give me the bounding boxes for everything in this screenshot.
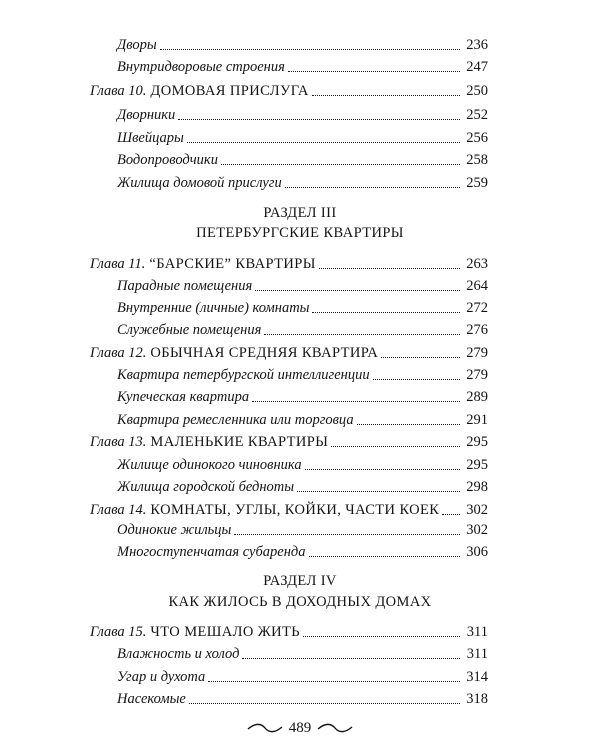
toc-entry-page: 302 (466, 522, 488, 538)
toc-entry-page: 306 (466, 544, 488, 560)
toc-entry[interactable] (0, 364, 600, 386)
page-number-footer (0, 717, 600, 739)
tilde-ornament-left-icon (247, 723, 283, 733)
toc-entry-title: Швейцары (117, 130, 184, 146)
toc-entry-title: Водопроводчики (117, 152, 218, 168)
toc-entry-title: Жилище одинокого чиновника (117, 457, 302, 473)
toc-entry[interactable] (0, 275, 600, 297)
chapter-title: МАЛЕНЬКИЕ КВАРТИРЫ (150, 434, 329, 450)
chapter-title: КОМНАТЫ, УГЛЫ, КОЙКИ, ЧАСТИ КОЕК (150, 502, 440, 518)
toc-entry[interactable] (0, 104, 600, 126)
toc-entry-title: Угар и духота (117, 669, 206, 685)
dot-leader (312, 94, 460, 96)
section-label: РАЗДЕЛ III (263, 205, 337, 221)
dot-leader (264, 333, 460, 335)
toc-entry[interactable] (0, 409, 600, 431)
chapter-title: “БАРСКИЕ” КВАРТИРЫ (149, 256, 316, 272)
dot-leader (255, 289, 460, 291)
toc-entry[interactable] (0, 643, 600, 665)
dot-leader (208, 680, 460, 682)
toc-entry-page: 236 (466, 37, 488, 53)
toc-entry-page: 295 (466, 434, 488, 450)
toc-entry-page: 311 (466, 646, 488, 662)
dot-leader (234, 533, 460, 535)
chapter-number: Глава 15. (90, 624, 147, 640)
toc-entry-title: Парадные помещения (117, 278, 253, 294)
dot-leader (297, 490, 460, 492)
toc-entry-page: 311 (466, 624, 488, 640)
toc-entry-page: 247 (466, 59, 488, 75)
toc-entry-title: Жилища домовой прислуги (117, 175, 282, 191)
dot-leader (331, 445, 460, 447)
toc-entry-page: 279 (466, 345, 488, 361)
dot-leader (305, 468, 460, 470)
chapter-number: Глава 10. (90, 83, 147, 99)
toc-entry-page: 302 (466, 502, 488, 518)
toc-chapter-entry[interactable] (0, 80, 600, 102)
chapter-number: Глава 11. (90, 256, 146, 272)
toc-entry-page: 250 (466, 83, 488, 99)
tilde-ornament-right-icon (317, 723, 353, 733)
toc-chapter-entry[interactable] (0, 342, 600, 364)
toc-entry-title: Квартира ремесленника или торговца (117, 412, 354, 428)
toc-entry[interactable] (0, 149, 600, 171)
chapter-title: ОБЫЧНАЯ СРЕДНЯЯ КВАРТИРА (150, 345, 379, 361)
toc-entry-page: 314 (466, 669, 488, 685)
dot-leader (319, 267, 460, 269)
toc-entry-page: 252 (466, 107, 488, 123)
toc-entry[interactable] (0, 454, 600, 476)
toc-entry[interactable] (0, 56, 600, 78)
toc-chapter-entry[interactable] (0, 499, 600, 521)
section-label: РАЗДЕЛ IV (263, 573, 337, 589)
section-title: ПЕТЕРБУРГСКИЕ КВАРТИРЫ (196, 225, 404, 241)
toc-entry-page: 279 (466, 367, 488, 383)
toc-entry-title: Влажность и холод (117, 646, 240, 662)
toc-entry-page: 259 (466, 175, 488, 191)
toc-entry-title: Купеческая квартира (117, 389, 250, 405)
dot-leader (187, 141, 460, 143)
toc-entry[interactable] (0, 666, 600, 688)
toc-entry-title: Внутренние (личные) комнаты (117, 300, 310, 316)
toc-entry-title: Дворники (117, 107, 176, 123)
toc-entry-page: 295 (466, 457, 488, 473)
dot-leader (381, 356, 460, 358)
toc-entry[interactable] (0, 386, 600, 408)
toc-entry-page: 291 (466, 412, 488, 428)
toc-entry-title: Жилища городской бедноты (117, 479, 295, 495)
toc-entry[interactable] (0, 319, 600, 341)
chapter-title: ЧТО МЕШАЛО ЖИТЬ (150, 624, 301, 640)
chapter-number: Глава 13. (90, 434, 147, 450)
dot-leader (373, 378, 460, 380)
toc-entry-page: 263 (466, 256, 488, 272)
dot-leader (285, 186, 460, 188)
dot-leader (309, 555, 461, 557)
dot-leader (242, 657, 460, 659)
toc-entry-page: 298 (466, 479, 488, 495)
chapter-number: Глава 12. (90, 345, 147, 361)
page-number: 489 (288, 720, 312, 736)
dot-leader (312, 311, 460, 313)
toc-entry[interactable] (0, 127, 600, 149)
section-title: КАК ЖИЛОСЬ В ДОХОДНЫХ ДОМАХ (168, 594, 432, 610)
toc-entry-title: Одинокие жильцы (117, 522, 232, 538)
toc-entry-page: 276 (466, 322, 488, 338)
toc-entry-title: Насекомые (117, 691, 186, 707)
dot-leader (357, 423, 460, 425)
toc-entry[interactable] (0, 519, 600, 541)
dot-leader (288, 70, 460, 72)
toc-entry-page: 318 (466, 691, 488, 707)
toc-entry-title: Служебные помещения (117, 322, 262, 338)
toc-entry[interactable] (0, 476, 600, 498)
dot-leader (252, 400, 460, 402)
dot-leader (160, 48, 460, 50)
toc-chapter-entry[interactable] (0, 431, 600, 453)
toc-chapter-entry[interactable] (0, 253, 600, 275)
dot-leader (221, 163, 460, 165)
toc-entry[interactable] (0, 688, 600, 710)
toc-entry-page: 264 (466, 278, 488, 294)
toc-chapter-entry[interactable] (0, 621, 600, 643)
toc-entry-title: Многоступенчатая субаренда (117, 544, 306, 560)
chapter-title: ДОМОВАЯ ПРИСЛУГА (150, 83, 309, 99)
dot-leader (178, 118, 460, 120)
toc-entry-page: 258 (466, 152, 488, 168)
toc-entry-page: 272 (466, 300, 488, 316)
toc-entry[interactable] (0, 34, 600, 56)
chapter-number: Глава 14. (90, 502, 147, 518)
toc-entry-title: Дворы (117, 37, 157, 53)
dot-leader (442, 513, 460, 515)
toc-entry[interactable] (0, 297, 600, 319)
toc-entry-page: 256 (466, 130, 488, 146)
toc-entry[interactable] (0, 541, 600, 563)
toc-entry-title: Квартира петербургской интеллигенции (117, 367, 370, 383)
toc-entry-page: 289 (466, 389, 488, 405)
toc-entry[interactable] (0, 172, 600, 194)
toc-entry-title: Внутридворовые строения (117, 59, 285, 75)
dot-leader (189, 702, 460, 704)
dot-leader (303, 635, 460, 637)
